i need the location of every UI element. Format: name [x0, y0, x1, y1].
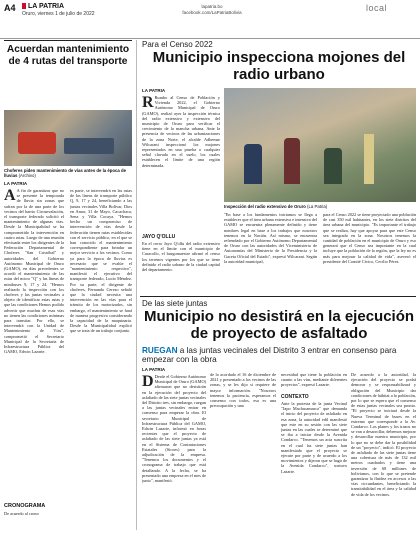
- deck-lead-word: RUEGAN: [142, 346, 178, 355]
- right-story-col1-text: Rumbo al Censo de Población y Vivienda 2022, el Gobierno Autónomo Municipal de Oruro (GAMO), realizó ayer la inspección técnica del radio extensivo y extensivo del municipio de Oruro para verificar el crecimiento de la mancha urbana. Ante la presencia de vecinos de las urbanizaciones de la zona Norte, el alcalde Adhemar Wilcarani inspeccionó los mojones representados en una prueba o cualquier señal clavada en el suelo, los cuales establecen el límite de una región determinada.: [142, 95, 220, 168]
- bottom-story-col1-text: Desde el Gobierno Autónomo Municipal de Oruro (GAMO) afirmaron que no desistirán en la ejecución del proyecto del asfaltado de las siete juntas vecinales del Distrito tres, sin embargo, ruegan a las juntas vecinales entrar en consenso para empezar la obra. El secretario Municipal de Infraestructura Pública del GAMO, Edwin Lazarte, informó en horas recientes que el proyecto de asfaltado de las siete juntas ya está en el Sistema de Contrataciones Estatales (Sicoes) para la adjudicación de la empresa. "Tenemos los documentos y el cronograma de trabajo que está detallando. A la fecha, se ha presentado una empresa en el mes de junio", manifestó.: [142, 374, 206, 484]
- deck-text: a las juntas vecinales del Distrito 3 entrar en consenso para empezar con la obra: [142, 346, 397, 364]
- bus-shape: [64, 138, 114, 154]
- dateline: Oruro, viernes 1 de julio de 2022: [22, 11, 95, 17]
- bottom-story-column-3b: Ante la protesta de la junta Vecinal "Japo Machacamarca" que demanda el inicio del proyecto de asfaltado en esa zona, la autoridad edil manifestó que este en su sesión con las siete juntas en las cuales se determinó que se iba a iniciar desde la Avenida Condarco. "Tenemos un acta suscrita en el cual las siete juntas han manifestado que el proyecto se ejecute por parte y de acuerdo a los movimientos y dijeron que se haga de la Avenida Condarco", sostuvo Lazarte.: [281, 401, 347, 474]
- page-header: [0, 0, 420, 39]
- right-story-column-1: [142, 95, 220, 232]
- right-story-column-3: "En base a los fundamentos iniciamos se llega a establecer que el área urbana extensiva e intensiva del GAMO se encuentra plenamente definido y tiene nombres legal en base a los trabajos que nosotros tenemos en la Nación. Así mismo, se encuentra refrendado por el Gobierno Autónomo Departamental de Oruro con las autoridades del Viceministerio de Autonomías del Ministerio de la Presidencia y la Gaceta Oficial del Estado", expresó Wilcarani. Según la autoridad municipal,: [224, 212, 317, 264]
- left-story-caption: [4, 168, 132, 178]
- caption-text: Inspección del radio extensivo de Oruro: [224, 204, 306, 209]
- drop-cap: R: [142, 95, 154, 111]
- section-label: local: [366, 3, 388, 13]
- left-story-top-rule: [4, 40, 132, 41]
- bottom-story-top-rule: [140, 296, 416, 297]
- right-story-column-4: para el Censo 2022 se tiene proyectado una población de casi 350 mil habitantes, en los siete distritos del área urbana del municipio. "Es importante el trabajo que se realiza, hay que apoyar para que este Censo sea integrado en la zona. Nosotros tenemos la cantidad de población en el municipio de Oruro y eso generará que el Censo sea importante en la cual incluye que la población de la región, que la ley no es más para mejorar la calidad de vida", aseveró el presidente del Comité Cívico, Cecilio Pérez.: [323, 212, 416, 264]
- bottom-story-deck: [142, 346, 416, 364]
- left-story-byline: LA PATRIA: [4, 181, 28, 186]
- bottom-story-column-3: necesidad que tiene la población en cuanto a las vías, mediante diferentes proyectos", expresó Lazarte.: [281, 372, 347, 388]
- caption-credit: (La Patria): [307, 204, 328, 209]
- column-divider: [136, 40, 137, 530]
- caption-credit: (Archivo): [18, 173, 36, 179]
- cronograma-text: De acuerdo al crono: [4, 511, 39, 516]
- person-shape: [324, 148, 342, 184]
- contexto-subhead: CONTEXTO: [281, 394, 309, 400]
- right-story-photo: [224, 88, 416, 202]
- brand-name: LA PATRIA: [28, 3, 65, 10]
- left-story-column-2: es parte, se intervendrá en las rutas de las líneas de transporte público Q, 9, 17 y 24, beneficiando a las juntas vecinales Villa Bolívar, Dios en Amor, 31 de Mayo, Cacachaca, Sena y Villa Cocaya. "Hemos hecho un compromiso de intervención de vías desde la federación tienen rutas establecidas con el servicio público, en el que se han conocido el mantenimiento correspondiente para brindar un mejor servicio a los vecinos. Como ya para la época de lluvias es necesario que se evalúe el "mantenimiento respectivo", manifestó el ejecutivo del transporte federado, Lucio Méndez. Por su parte, el dirigente de choferes, Fernando Cerezo señaló que la ciudad necesita una intervención en las vías para el tránsito de los motorizados, sin embargo, el mantenimiento se hará de manera progresiva considerando la capacidad de la maquinaria. Desde la Municipalidad explicó que se trata de un trabajo conjunto.: [70, 188, 132, 334]
- bottom-story-headline: Municipio no desistirá en la ejecución de proyecto de asfaltado: [143, 308, 415, 342]
- facebook-link[interactable]: facebook.com/LaPatriaBolivia: [182, 10, 242, 15]
- person-shape: [244, 144, 262, 184]
- bottom-story-column-1: [142, 374, 206, 530]
- left-story-headline: Acuerdan mantenimiento de 4 rutas del transporte: [6, 44, 130, 67]
- right-story-caption: [224, 204, 416, 209]
- caption-text: Choferes piden mantenimiento de vías antes de la época de lluvias: [4, 168, 127, 179]
- page-number: A4: [4, 3, 16, 13]
- bottom-story-column-2: de lo acordado el 16 de diciembre de 2021 y presentado a los vecinos de las zonas, y se les dijo si requiere de mayor información. "Nosotros tenemos la paciencia, esperamos el consenso con todos, esa es una preocupación y una: [210, 372, 276, 409]
- boundary-marker-shape: [364, 134, 374, 184]
- drop-cap: D: [142, 374, 154, 390]
- person-shape: [284, 138, 300, 184]
- right-story-byline: LA PATRIA: [142, 88, 166, 93]
- bottom-story-column-4: De acuerdo a la autoridad, la ejecución del proyecto se podrá demorar y se responsabilizará y obligación del Municipio dar condiciones de hábitat a la población, por lo que se espera que el consenso de estas juntas vecinales sea pronto. "El proyecto se iniciará desde la Nueva Terminal de buses en el extremo que corresponde a la Av. Condarco. Los planes y los trazos no se van a desarrollar, debemos mejorar y desarrollar nuestro municipio, por lo que no se debe dar la posibilidad de un "proyecto", indicó. El proyecto de asfaltado de las siete juntas tiene una cobertura de más de 132 mil metros cuadrados y tiene una inversión de 68 millones de bolivianos, con lo que se pretende garantizar la fluidez en accesos a las vías circundantes, beneficiando la transitabilidad en el área y la calidad de vida de los vecinos.: [351, 372, 416, 497]
- newspaper-logo: [22, 3, 64, 10]
- website-link[interactable]: lapatria.bo: [201, 4, 223, 9]
- right-story-column-2: En el cerro Jayo Q'ollu del radio extensivo tiene en el límite con el municipio de Caracollo, el burgomaestre afirmó el censo los terrenos vigentes por los que se tiene definido el radio urbano de la ciudad capital del departamento.: [142, 241, 220, 273]
- truck-shape: [18, 132, 56, 154]
- cronograma-subhead: CRONOGRAMA: [4, 503, 46, 509]
- left-story-column-1: [4, 188, 64, 498]
- jayo-subhead: JAYO Q'OLLU: [142, 234, 176, 240]
- drop-cap: A: [4, 188, 16, 204]
- left-story-photo: [4, 110, 132, 166]
- bottom-story-byline: LA PATRIA: [142, 367, 166, 372]
- bottom-story-kicker: De las siete juntas: [142, 299, 208, 308]
- left-story-col1-text: A fin de garantizar que no se presente la temporada de lluvia sin zonas que sufran por la de una parte de los vecinos del barrio Circunvalación, el transporte federado solicitó el mantenimiento de algunas vías. Desde la Municipalidad se ha comprometido la intervención en cuatro rutas. Luego de una reunión efectuada entre los dirigentes de la Federación Departamental de Choferes "San Cristóbal" y autoridades del Gobierno Autónomo Municipal de Oruro (GAMO), en días precedentes se acordó el mantenimiento de las rutas del micro "Q" y las líneas de minibuses 9, 17 y 24. "Hemos realizado la inspección con los choferes y las juntas vecinales a objeto de identificar estas rutas y que las condiciones Hemos podido advertir que muchas de esas vías no tienen las condiciones mínimas para transitar. Por ello, se intervendrá con la Unidad de Mantenimiento de Vías", comprometió el Secretario Municipal de la Secretaría de Infraestructura Pública del GAMO, Edwin Lazarte.: [4, 188, 64, 355]
- right-story-kicker: Para el Censo 2022: [142, 40, 213, 49]
- right-story-headline: Municipio inspecciona mojones del radio urbano: [152, 49, 406, 83]
- logo-mark-icon: [22, 3, 26, 9]
- social-links: [162, 4, 262, 16]
